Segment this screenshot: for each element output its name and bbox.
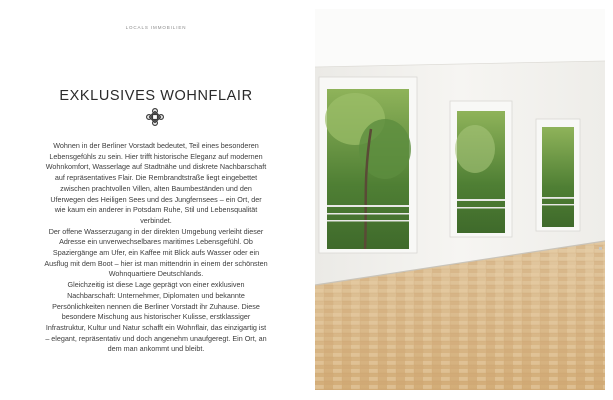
brand-eyebrow: LOCALS IMMOBILIEN xyxy=(125,25,187,30)
paragraph: Wohnen in der Berliner Vorstadt bedeutet, Teil eines besonderen Lebensgefühls zu sein. Hier trifft historische Eleganz auf modernen Wohnkomfort, Wasserlage auf Stadtnähe und diskrete Nachbarschaft auf repräsentatives Flair. Die Rembrandtstraße liegt eingebettet zwischen prachtvollen Villen, alten Baumbeständen und den Uferwegen des Heiligen Sees und des Jungfernsees – ein Ort, der wie kaum ein anderer in Potsdam Ruhe, Stil und Lebensqualität verbindet. xyxy=(45,141,267,225)
interlaced-knot-ornament-icon xyxy=(145,107,165,127)
paragraph: Der offene Wasserzugang in der direkten Umgebung verleiht dieser Adresse ein unverwechselbares maritimes Lebensgefühl. Ob Spaziergänge am Ufer, ein Kaffee mit Blick aufs Wasser oder ein Ausflug mit dem Boot – hier ist man mittendrin in einem der schönsten Wohnquartiere Deutschlands. xyxy=(44,226,268,279)
paragraph: Gleichzeitig ist diese Lage geprägt von einer exklusiven Nachbarschaft: Unternehmer, Diplomaten und bekannte Persönlichkeiten nennen die Berliner Vorstadt ihr Zuhause. Diese besondere Mischung aus historischer Kulisse, erstklassiger Infrastruktur, Kultur und Natur schafft ein Wohnflair, das einzigartig ist – elegant, repräsentativ und doch angenehm unaufgeregt. Ein Ort, an dem man ankommt und bleibt. xyxy=(45,280,267,354)
page-title: EXKLUSIVES WOHNFLAIR xyxy=(59,87,253,104)
interior-photo xyxy=(315,9,605,390)
body-text xyxy=(44,141,268,355)
